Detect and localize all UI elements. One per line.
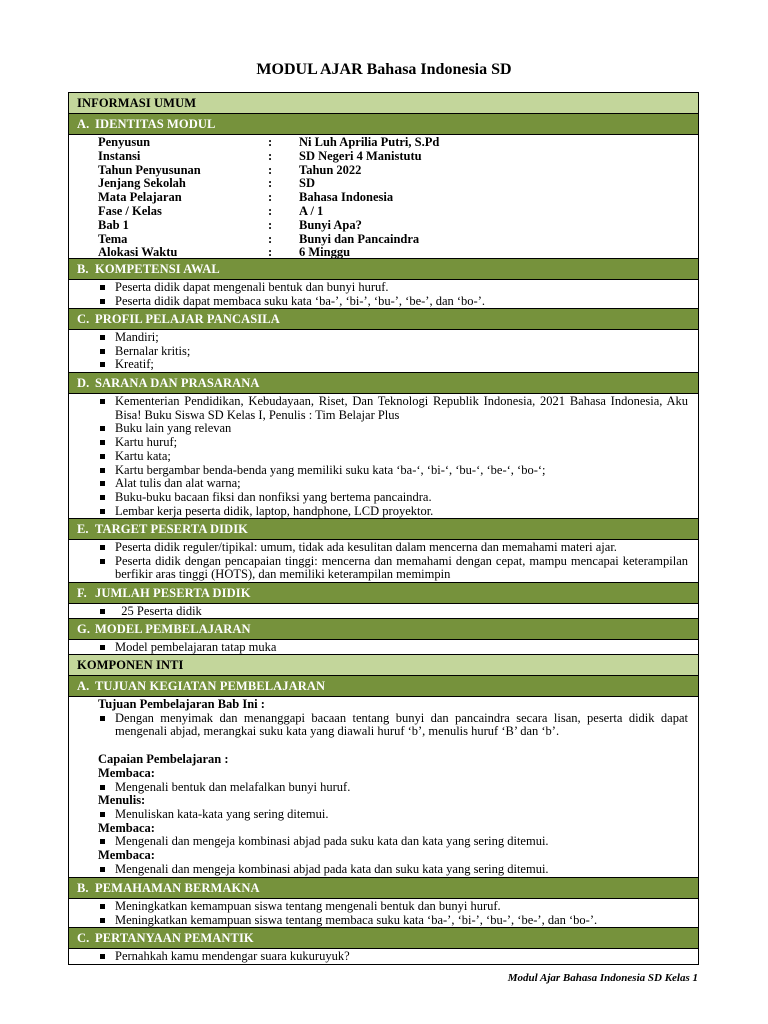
list-item: Alat tulis dan alat warna; [98, 477, 688, 491]
list-item: Mengenali dan mengeja kombinasi abjad pada suku kata dan kata yang sering ditemui. [98, 835, 688, 849]
model-section [69, 640, 698, 655]
identity-row: Bab 1 : Bunyi Apa? [98, 217, 362, 232]
identity-row: Fase / Kelas : A / 1 [98, 203, 324, 218]
header-sarana-prasarana: D. SARANA DAN PRASARANA [69, 373, 698, 394]
header-pemahaman-bermakna: B. PEMAHAMAN BERMAKNA [69, 878, 698, 899]
list-item: Peserta didik dapat mengenali bentuk dan bunyi huruf. [98, 281, 688, 295]
list-item: Peserta didik dengan pencapaian tinggi: mencerna dan memahami dengan cepat, mampu mencapai keterampilan berfikir aras tinggi (HOTS), dan memiliki keterampilan memimpin [98, 555, 688, 582]
list-item: Peserta didik reguler/tipikal: umum, tidak ada kesulitan dalam mencerna dan memahami materi ajar. [98, 541, 688, 555]
capaian-heading: Capaian Pembelajaran : [98, 752, 229, 767]
group-heading: Membaca: [98, 848, 155, 863]
identity-row: Mata Pelajaran : Bahasa Indonesia [98, 190, 394, 205]
identity-row: Tahun Penyusunan : Tahun 2022 [98, 162, 362, 177]
list-item: Kementerian Pendidikan, Kebudayaan, Riset, Dan Teknologi Republik Indonesia, 2021 Bahasa Indonesia, Aku Bisa! Buku Siswa SD Kelas I, Penulis : Tim Belajar Plus [98, 395, 688, 422]
profil-section [69, 330, 698, 373]
sarana-section [69, 394, 698, 519]
group-heading: Membaca: [98, 765, 155, 780]
header-model-pembelajaran: G. MODEL PEMBELAJARAN [69, 619, 698, 640]
header-kompetensi-awal: B. KOMPETENSI AWAL [69, 259, 698, 280]
header-profil-pelajar: C. PROFIL PELAJAR PANCASILA [69, 309, 698, 330]
header-jumlah-peserta: F. JUMLAH PESERTA DIDIK [69, 583, 698, 604]
list-item: Peserta didik dapat membaca suku kata ‘ba-’, ‘bi-’, ‘bu-’, ‘be-’, dan ‘bo-’. [98, 295, 688, 309]
identitas-section [69, 135, 698, 259]
header-komponen-inti: KOMPONEN INTI [69, 655, 698, 676]
page-footer: Modul Ajar Bahasa Indonesia SD Kelas 1 [507, 972, 698, 984]
list-item: Meningkatkan kemampuan siswa tentang membaca suku kata ‘ba-’, ‘bi-’, ‘bu-’, ‘be-’, dan ‘bo-’. [98, 914, 688, 928]
identity-row: Tema : Bunyi dan Pancaindra [98, 231, 420, 246]
list-item: Model pembelajaran tatap muka [98, 641, 688, 655]
pemahaman-section [69, 899, 698, 928]
pertanyaan-section [69, 949, 698, 964]
list-item: Kartu bergambar benda-benda yang memiliki suku kata ‘ba-‘, ‘bi-‘, ‘bu-‘, ‘be-‘, ‘bo-‘; [98, 464, 688, 478]
list-item: Menuliskan kata-kata yang sering ditemui. [98, 808, 688, 822]
list-item: Kartu huruf; [98, 436, 688, 450]
group-heading: Membaca: [98, 820, 155, 835]
list-item: Mengenali dan mengeja kombinasi abjad pada kata dan suku kata yang sering ditemui. [98, 863, 688, 877]
identity-row: Instansi : SD Negeri 4 Manistutu [98, 148, 422, 163]
section-label: IDENTITAS MODUL [95, 116, 216, 131]
target-section [69, 540, 698, 583]
list-item: Mandiri; [98, 331, 688, 345]
tujuan-section [69, 697, 698, 878]
header-informasi-umum: INFORMASI UMUM [69, 93, 698, 114]
list-item: Meningkatkan kemampuan siswa tentang mengenali bentuk dan bunyi huruf. [98, 900, 688, 914]
list-item: Kartu kata; [98, 450, 688, 464]
list-item: Dengan menyimak dan menanggapi bacaan tentang bunyi dan pancaindra secara lisan, peserta didik dapat mengenali abjad, merangkai suku kata yang diawali huruf ‘b’, menulis huruf ‘B’ dan ‘b’. [98, 712, 688, 739]
list-item: Mengenali bentuk dan melafalkan bunyi huruf. [98, 781, 688, 795]
identity-row: Alokasi Waktu : 6 Minggu [98, 245, 351, 260]
header-identitas-modul [69, 114, 698, 135]
group-heading: Menulis: [98, 793, 146, 808]
kompetensi-section [69, 280, 698, 309]
list-item: Buku-buku bacaan fiksi dan nonfiksi yang bertema pancaindra. [98, 491, 688, 505]
identity-row: Jenjang Sekolah : SD [98, 176, 315, 191]
list-item: 25 Peserta didik [98, 605, 688, 619]
header-pertanyaan-pemantik: C. PERTANYAAN PEMANTIK [69, 928, 698, 949]
list-item: Bernalar kritis; [98, 345, 688, 359]
list-item: Buku lain yang relevan [98, 422, 688, 436]
document-title: MODUL AJAR Bahasa Indonesia SD [256, 61, 512, 78]
header-target-peserta: E. TARGET PESERTA DIDIK [69, 519, 698, 540]
list-item: Lembar kerja peserta didik, laptop, handphone, LCD proyektor. [98, 505, 688, 519]
list-item: Pernahkah kamu mendengar suara kukuruyuk? [98, 950, 688, 964]
header-tujuan-kegiatan: A. TUJUAN KEGIATAN PEMBELAJARAN [69, 676, 698, 697]
identity-row: Penyusun : Ni Luh Aprilia Putri, S.Pd [98, 135, 440, 149]
list-item: Kreatif; [98, 358, 688, 372]
jumlah-section [69, 604, 698, 619]
bab-heading: Tujuan Pembelajaran Bab Ini : [98, 697, 265, 711]
module-table [68, 92, 699, 965]
section-number: A. [77, 116, 90, 131]
